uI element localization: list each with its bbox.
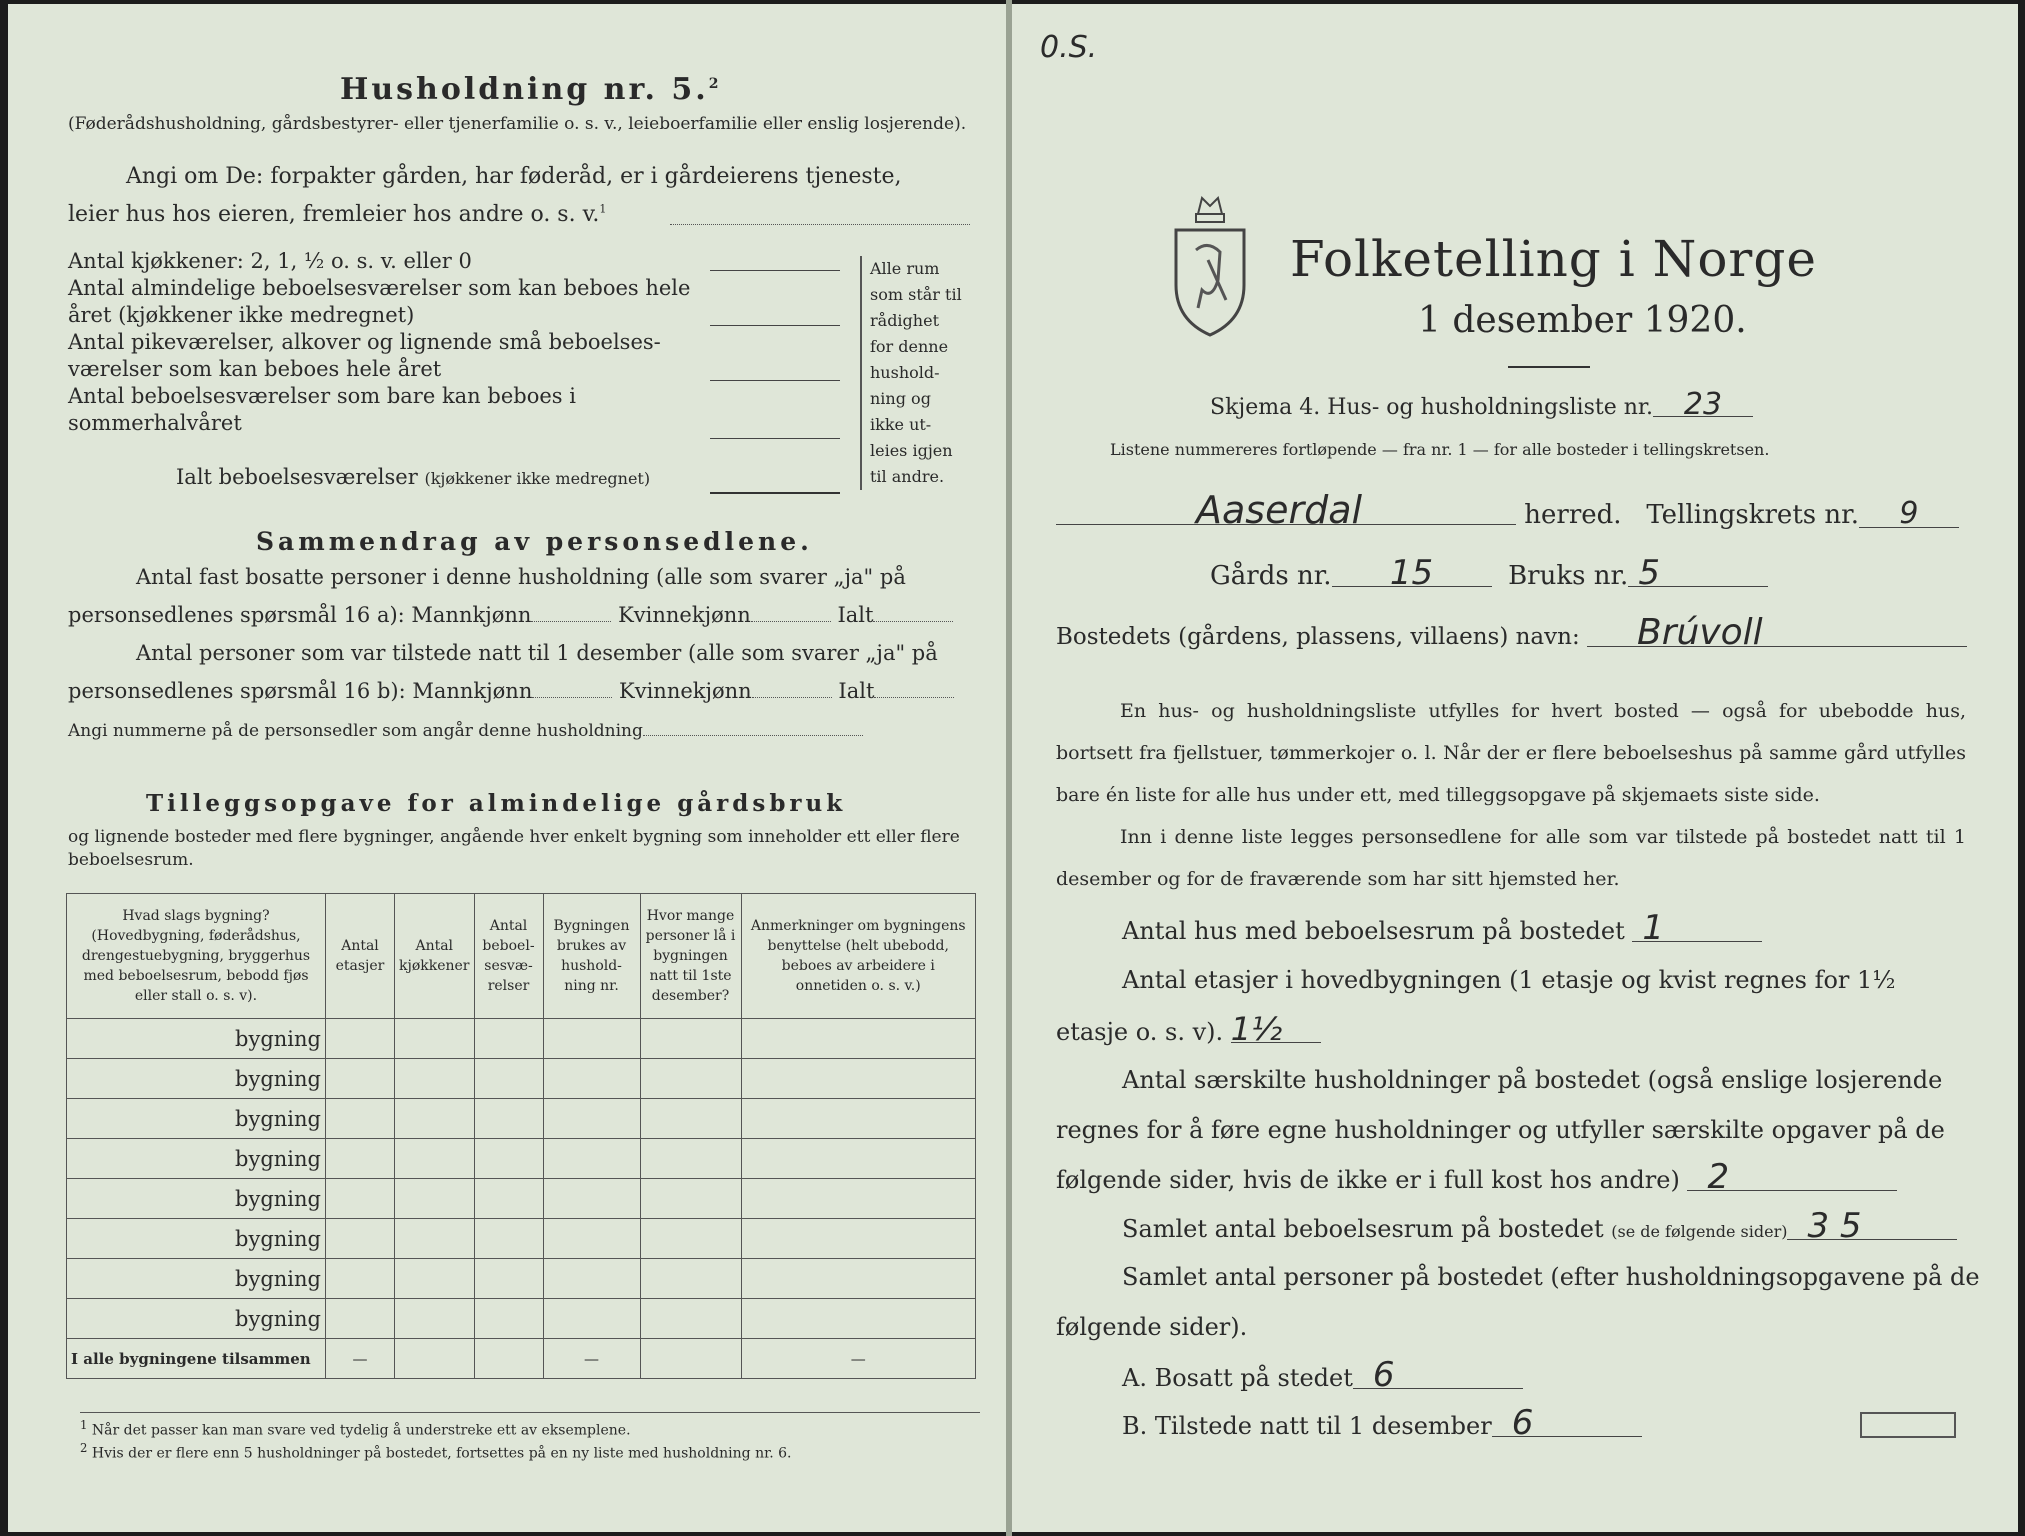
buildings-table [66,893,976,1379]
table-header-row [67,894,976,1019]
etasjer-line-2: etasje o. s. v). 1½ [1056,1016,1321,1046]
herred-value: Aaserdal [1056,496,1516,525]
col-persons: Hvor mange personer lå i bygningen natt til 1ste desember? [640,894,741,1019]
pers-line-1: Samlet antal personer på bostedet (efter husholdningsopgavene på de [1122,1263,1980,1291]
nummerne-line: Angi nummerne på de personsedler som angår denne husholdning [68,721,863,741]
rum-value: 3 5 [1787,1213,1957,1240]
room-line-4 [710,438,840,439]
col-household: Bygningen brukes av hushold-ning nr. [543,894,640,1019]
table-row [67,1259,976,1299]
hus-value: 1 [1632,915,1762,942]
col-building-type: Hvad slags bygning? (Hovedbygning, føderådshus, drengestuebygning, bryggerhus med beboelsesrum, bebodd fjøs eller stall o. s. v). [67,894,326,1019]
table-row [67,1019,976,1059]
room-line-1 [710,270,840,271]
col-remarks: Anmerkninger om bygningens benyttelse (helt ubebodd, beboes av arbeidere i onnetiden o. s. v.) [741,894,976,1019]
tilstede-line: B. Tilstede natt til 1 desember 6 [1122,1410,1642,1440]
rooms-summer: Antal beboelsesværelser som bare kan beboes i sommerhalvåret [68,384,576,435]
bracket-line: for denne [870,337,949,356]
printer-stamp [1860,1412,1956,1438]
table-total-row [67,1339,976,1379]
fast-line-2: personsedlenes spørsmål 16 a): Mannkjønn Kvinnekjønn Ialt [68,603,953,627]
footnotes [80,1412,980,1462]
tilstede-line-2: personsedlenes spørsmål 16 b): Mannkjønn Kvinnekjønn Ialt [68,679,954,703]
bosted-line: Bostedets (gårdens, plassens, villaens) navn: Brúvoll [1056,620,1967,650]
herred-line: Aaserdal herred. Tellingskrets nr. 9 [1056,496,1959,530]
col-floors: Antal etasjer [326,894,395,1019]
hus-line: Antal hus med beboelsesrum på bostedet 1 [1122,915,1762,945]
rooms-ordinary: Antal almindelige beboelsesværelser som kan beboes hele året (kjøkkener ikke medregnet) [68,276,691,327]
bosted-value: Brúvoll [1587,620,1967,647]
household-title: Husholdning nr. 5.$^2$ [340,72,722,107]
room-line-3 [710,380,840,381]
bracket-line: ikke ut- [870,415,932,434]
total-dash: — [741,1339,976,1379]
tilstede-line-1: Antal personer som var tilstede natt til 1 desember (alle som svarer „ja" på [136,641,938,665]
hush-line-2: regnes for å føre egne husholdninger og utfyller særskilte opgaver på de [1056,1116,1945,1144]
skjema-line: Skjema 4. Hus- og husholdningsliste nr. 23 [1210,394,1753,420]
row-label: bygning [67,1139,326,1179]
angi-line-1: Angi om De: forpakter gården, har føderåd, er i gårdeierens tjeneste, [126,164,902,189]
row-label: bygning [67,1099,326,1139]
para-2: Inn i denne liste legges personsedlene for alle som var tilstede på bostedet natt til 1 desember og for de fraværende som har sitt hjemsted her. [1056,826,1966,890]
table-row [67,1299,976,1339]
corner-note: 0.S. [1040,30,1098,65]
table-row [67,1099,976,1139]
sammendrag-title: Sammendrag av personsedlene. [256,527,813,556]
rooms-total: Ialt beboelsesværelser (kjøkkener ikke medregnet) [176,465,651,489]
rooms-small: Antal pikeværelser, alkover og lignende små beboelses-værelser som kan beboes hele året [68,330,661,381]
bracket-line: ning og [870,389,931,408]
etasjer-value: 1½ [1231,1016,1321,1043]
footnote-2: $^2$ Hvis der er flere enn 5 husholdninger på bostedet, fortsettes på en ny liste med husholdning nr. 6. [80,1440,792,1462]
angi-line-2: leier hus hos eieren, fremleier hos andre o. s. v.$^1$ [68,202,607,227]
page-fold [1006,0,1012,1536]
bracket-line: hushold- [870,363,940,382]
bosatt-line: A. Bosatt på stedet 6 [1122,1362,1523,1392]
row-label: bygning [67,1259,326,1299]
pers-line-2: følgende sider). [1056,1313,1248,1341]
row-label: bygning [67,1179,326,1219]
table-row [67,1059,976,1099]
bracket-note [860,256,980,490]
coat-of-arms-icon [1168,190,1252,340]
skjema-value: 23 [1653,394,1753,417]
rooms-list [68,248,708,437]
rooms-kitchens: Antal kjøkkener: 2, 1, ½ o. s. v. eller 0 [68,249,472,273]
hush-line-1: Antal særskilte husholdninger på bostedet (også enslige losjerende [1122,1066,1943,1094]
angi-answer-line [670,224,970,225]
bracket-line: til andre. [870,467,945,486]
row-label: bygning [67,1219,326,1259]
rum-line: Samlet antal beboelsesrum på bostedet (se de følgende sider) 3 5 [1122,1213,1957,1243]
main-title: Folketelling i Norge [1290,230,1817,288]
table-row [67,1219,976,1259]
rooms-total-line [710,492,840,494]
footnote-1: $^1$ Når det passer kan man svare ved tydelig å understreke ett av eksemplene. [80,1418,631,1439]
hush-value: 2 [1687,1164,1897,1191]
tillegg-text: og lignende bosteder med flere bygninger, angående hver enkelt bygning som inneholder ett eller flere beboelsesrum. [68,827,960,870]
fast-line-1: Antal fast bosatte personer i denne husholdning (alle som svarer „ja" på [136,565,906,589]
col-kitchens: Antal kjøkkener [395,894,475,1019]
bracket-line: leies igjen [870,441,953,460]
row-label: bygning [67,1019,326,1059]
bracket-line: som står til [870,285,962,304]
bruks-value: 5 [1628,560,1768,587]
gards-line: Gårds nr. 15 Bruks nr. 5 [1210,560,1768,591]
row-label: bygning [67,1059,326,1099]
listene-note: Listene nummereres fortløpende — fra nr. 1 — for alle bosteder i tellingskretsen. [1110,440,1770,459]
census-date: 1 desember 1920. [1418,300,1747,341]
row-label: bygning [67,1299,326,1339]
tillegg-title: Tilleggsopgave for almindelige gårdsbruk [146,790,847,817]
table-row [67,1139,976,1179]
para-1: En hus- og husholdningsliste utfylles for hvert bosted — også for ubebodde hus, bortsett fra fjellstuer, tømmerkojer o. l. Når der er flere beboelseshus på samme gård utfylles bare én liste for alle hus under ett, med tilleggsopgave på skjemaets siste side. [1056,700,1966,806]
gards-value: 15 [1332,560,1492,587]
bosatt-value: 6 [1353,1362,1523,1389]
bracket-line: Alle rum [870,259,940,278]
etasjer-line-1: Antal etasjer i hovedbygningen (1 etasje og kvist regnes for 1½ [1122,966,1896,994]
hush-line-3: følgende sider, hvis de ikke er i full kost hos andre) 2 [1056,1164,1897,1194]
room-line-2 [710,325,840,326]
household-type-note: (Føderådshusholdning, gårdsbestyrer- eller tjenerfamilie o. s. v., leieboerfamilie eller enslig losjerende). [68,114,967,134]
krets-value: 9 [1859,501,1959,528]
title-rule [1508,366,1590,368]
total-row-label: I alle bygningene tilsammen [67,1339,326,1379]
total-dash: — [543,1339,640,1379]
tilstede-value: 6 [1492,1410,1642,1437]
table-row [67,1179,976,1219]
bracket-line: rådighet [870,311,939,330]
total-dash: — [326,1339,395,1379]
col-rooms: Antal beboel-sesvæ-relser [474,894,543,1019]
